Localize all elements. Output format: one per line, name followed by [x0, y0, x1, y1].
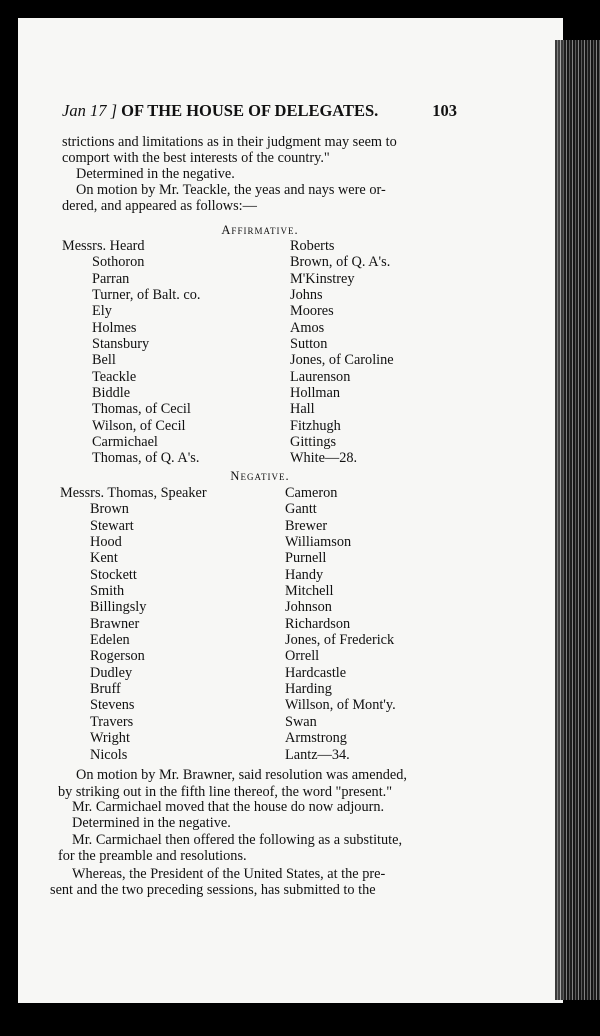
member-name: Willson, of Mont'y.: [285, 697, 396, 714]
member-name: Hall: [290, 401, 315, 418]
affirmative-heading: Affirmative.: [221, 223, 299, 237]
member-name: Stockett: [90, 566, 137, 583]
member-name: Handy: [285, 566, 324, 583]
member-name: Stewart: [90, 517, 134, 534]
member-name: Edelen: [90, 632, 130, 649]
running-header: [62, 101, 457, 121]
member-name: Purnell: [285, 550, 327, 567]
member-name: Laurenson: [290, 368, 351, 385]
text-line: strictions and limitations as in their judgment may seem to: [62, 134, 397, 150]
text-line: Whereas, the President of the United States, at the pre-: [72, 866, 386, 882]
text-line: Determined in the negative.: [72, 815, 231, 831]
member-name: Biddle: [92, 385, 131, 402]
member-name: Billingsly: [90, 599, 147, 616]
member-name: Bell: [92, 352, 116, 369]
member-name: Carmichael: [92, 434, 158, 451]
member-name: Sothoron: [92, 254, 145, 271]
member-name: Williamson: [285, 534, 352, 551]
member-name: Turner, of Balt. co.: [92, 287, 201, 304]
member-name: Parran: [92, 270, 130, 287]
member-name: Jones, of Frederick: [285, 632, 395, 649]
member-name: Wright: [90, 730, 130, 747]
member-name: Thomas, of Q. A's.: [92, 450, 200, 467]
member-name: Moores: [290, 303, 334, 320]
member-name: White—28.: [290, 450, 358, 467]
member-name: Brawner: [90, 615, 140, 632]
member-name: Teackle: [92, 368, 137, 385]
text-line: by striking out in the fifth line thereof, the word "present.": [58, 784, 393, 800]
member-name: Holmes: [92, 319, 137, 336]
member-name: Gantt: [285, 501, 317, 518]
member-name: Fitzhugh: [290, 417, 341, 434]
affirmative-right-column: [290, 238, 394, 467]
member-name: Kent: [90, 550, 118, 567]
text-line: On motion by Mr. Teackle, the yeas and nays were or-: [76, 182, 386, 198]
member-name: Travers: [90, 713, 134, 730]
negative-right-column: [285, 485, 396, 763]
member-name: Johns: [290, 287, 323, 304]
member-name: Bruff: [90, 681, 121, 698]
member-name: Lantz—34.: [285, 746, 350, 763]
member-name: Roberts: [290, 238, 335, 254]
member-name: Swan: [285, 713, 317, 730]
page-number: 103: [432, 101, 457, 120]
text-line: Determined in the negative.: [76, 166, 235, 182]
member-name: Brown, of Q. A's.: [290, 254, 391, 271]
member-name: Gittings: [290, 434, 337, 451]
member-name: Nicols: [90, 746, 128, 763]
member-name: Messrs. Thomas, Speaker: [60, 485, 207, 501]
member-name: Orrell: [285, 648, 320, 665]
member-name: Stevens: [90, 697, 135, 714]
member-name: Ely: [92, 303, 112, 320]
member-name: Harding: [285, 681, 332, 698]
member-name: Stansbury: [92, 336, 150, 353]
text-line: for the preamble and resolutions.: [58, 848, 247, 864]
text-line: Mr. Carmichael moved that the house do now adjourn.: [72, 799, 385, 815]
member-name: Wilson, of Cecil: [92, 417, 186, 434]
member-name: Hardcastle: [285, 664, 347, 681]
member-name: Richardson: [285, 615, 351, 632]
member-name: Hollman: [290, 385, 341, 402]
member-name: Cameron: [285, 485, 338, 501]
member-name: Johnson: [285, 599, 332, 616]
member-name: Smith: [90, 583, 125, 600]
text-line: sent and the two preceding sessions, has submitted to the: [50, 882, 376, 898]
text-line: comport with the best interests of the country.": [62, 150, 330, 166]
member-name: Armstrong: [285, 730, 347, 747]
member-name: Brown: [90, 501, 129, 518]
text-line: Mr. Carmichael then offered the following as a substitute,: [72, 832, 403, 848]
header-date: Jan 17 ]: [62, 101, 117, 120]
member-name: M'Kinstrey: [290, 270, 355, 287]
member-name: Jones, of Caroline: [290, 352, 394, 369]
member-name: Thomas, of Cecil: [92, 401, 191, 418]
member-name: Mitchell: [285, 583, 334, 600]
member-name: Brewer: [285, 517, 328, 534]
member-name: Rogerson: [90, 648, 145, 665]
member-name: Hood: [90, 534, 122, 551]
affirmative-left-column: [62, 238, 201, 467]
member-name: Dudley: [90, 664, 133, 681]
page-edges: [555, 40, 600, 1000]
member-name: Amos: [290, 319, 325, 336]
member-name: Messrs. Heard: [62, 238, 145, 254]
text-line: On motion by Mr. Brawner, said resolution was amended,: [76, 767, 407, 783]
negative-left-column: [60, 485, 207, 763]
negative-heading: Negative.: [230, 469, 290, 483]
member-name: Sutton: [290, 336, 328, 353]
text-line: dered, and appeared as follows:—: [62, 198, 257, 214]
header-title: OF THE HOUSE OF DELEGATES.: [121, 101, 379, 120]
